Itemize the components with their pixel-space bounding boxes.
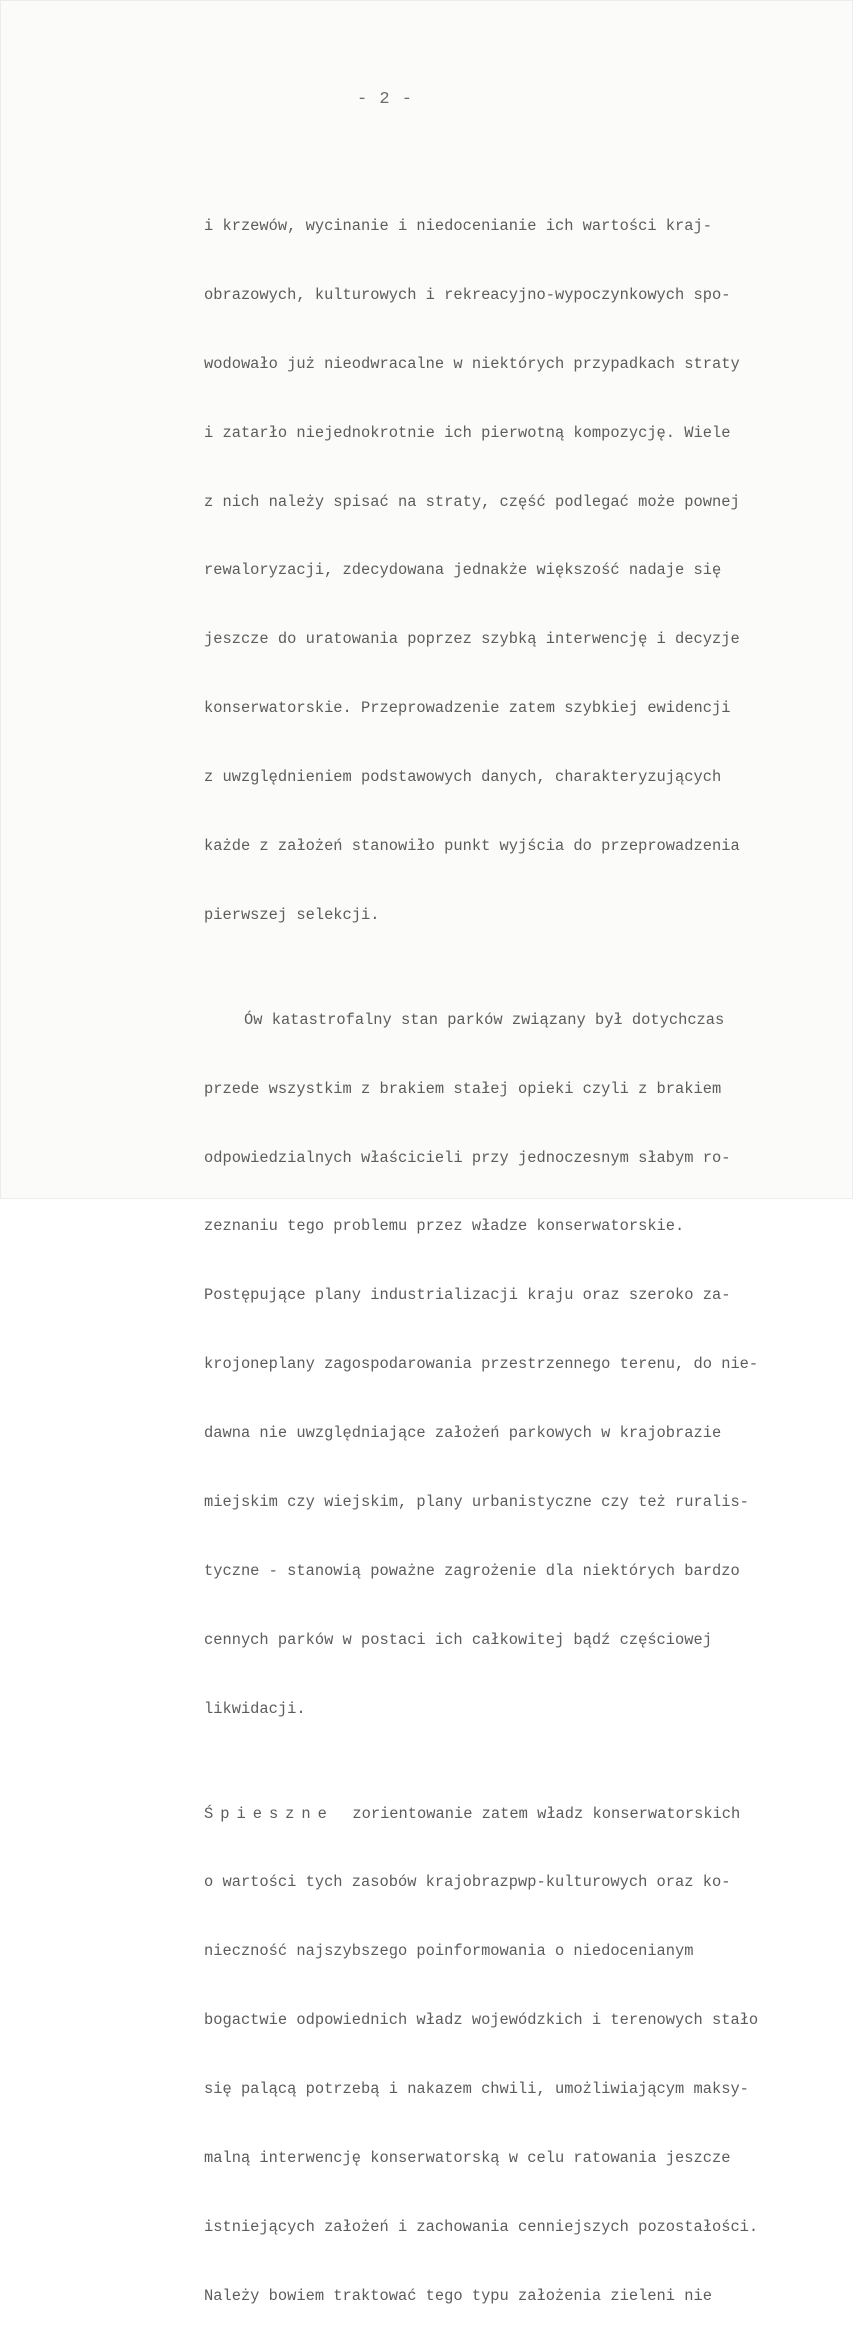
text-line: krojoneplany zagospodarowania przestrzennego terenu, do nie- <box>204 1355 759 1374</box>
text-line: z uwzględnieniem podstawowych danych, charakteryzujących <box>204 768 722 787</box>
text-line: Postępujące plany industrializacji kraju oraz szeroko za- <box>204 1286 731 1305</box>
text-line: zeznaniu tego problemu przez władze konserwatorskie. <box>204 1217 685 1236</box>
text-line-rest: zorientowanie zatem władz konserwatorskich <box>333 1804 741 1823</box>
text-line: i krzewów, wycinanie i niedocenianie ich wartości kraj- <box>204 217 712 235</box>
text-line: cennych parków w postaci ich całkowitej bądź częściowej <box>204 1630 712 1649</box>
text-line: o wartości tych zasobów krajobrazpwp-kulturowych oraz ko- <box>204 1873 731 1892</box>
text-line: pierwszej selekcji. <box>204 905 380 924</box>
text-line: bogactwie odpowiednich władz wojewódzkich i terenowych stało <box>204 2011 759 2030</box>
text-line: malną interwencję konserwatorską w celu ratowania jeszcze <box>204 2149 731 2168</box>
text-line <box>204 1798 829 1831</box>
spaced-emphasis-word: Śpieszne <box>204 1804 334 1823</box>
text-line: nieczność najszybszego poinformowania o niedocenianym <box>204 1942 694 1961</box>
text-line: konserwatorskie. Przeprowadzenie zatem szybkiej ewidencji <box>204 699 731 718</box>
text-line: z nich należy spisać na straty, część podlegać może pownej <box>204 492 740 511</box>
text-line: Należy bowiem traktować tego typu założenia zieleni nie <box>204 2286 712 2305</box>
text-line: i zatarło niejednokrotnie ich pierwotną kompozycję. Wiele <box>204 423 731 442</box>
text-line: przede wszystkim z brakiem stałej opieki czyli z brakiem <box>204 1079 722 1098</box>
text-line: obrazowych, kulturowych i rekreacyjno-wypoczynkowych spo- <box>204 285 731 304</box>
text-line: likwidacji. <box>204 1699 306 1718</box>
text-line: jeszcze do uratowania poprzez szybką interwencję i decyzje <box>204 630 740 649</box>
text-line: Ów katastrofalny stan parków związany był dotychczas <box>244 1010 725 1029</box>
text-line: odpowiedzialnych właścicieli przy jednoczesnym słabym ro- <box>204 1148 731 1167</box>
text-line: miejskim czy wiejskim, plany urbanistyczne czy też ruralis- <box>204 1493 749 1512</box>
page-number: - 2 - <box>356 90 413 109</box>
text-line: wodowało już nieodwracalne w niektórych przypadkach straty <box>204 354 740 373</box>
body-text <box>204 156 829 2349</box>
text-line: się palącą potrzebą i nakazem chwili, umożliwiającym maksy- <box>204 2080 749 2099</box>
text-line: tyczne - stanowią poważne zagrożenie dla niektórych bardzo <box>204 1561 740 1580</box>
text-line: rewaloryzacji, zdecydowana jednakże większość nadaje się <box>204 561 722 580</box>
text-line: istniejących założeń i zachowania cenniejszych pozostałości. <box>204 2217 759 2236</box>
text-line: dawna nie uwzględniające założeń parkowych w krajobrazie <box>204 1424 722 1443</box>
text-line: każde z założeń stanowiło punkt wyjścia do przeprowadzenia <box>204 837 740 856</box>
